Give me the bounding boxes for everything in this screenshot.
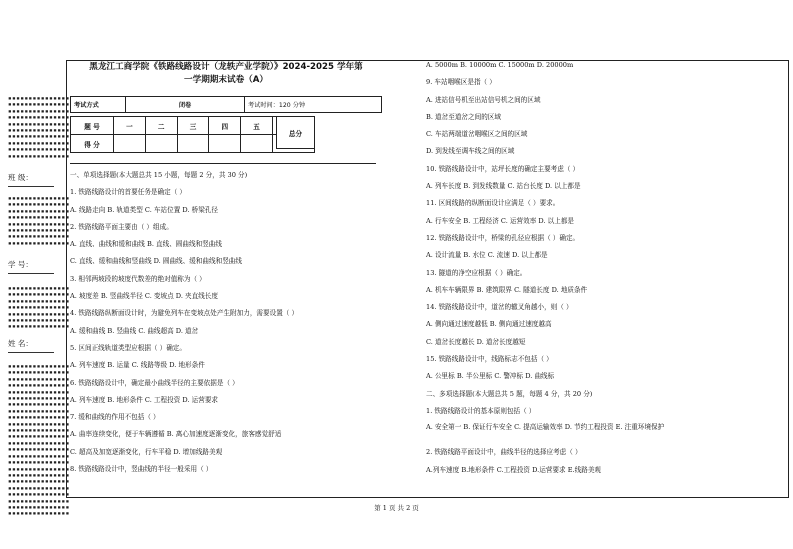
question-line: 1. 铁路线路设计的基本原则包括（ ） — [426, 406, 536, 415]
question-line: A. 缓和曲线 B. 竖曲线 C. 曲线超高 D. 道岔 — [70, 326, 199, 335]
binding-dots-1: ▪▪▪▪▪▪▪▪▪▪▪▪▪▪▪ ▪▪▪▪▪▪▪▪▪▪▪▪▪▪▪ ▪▪▪▪▪▪▪▪▪▪▪▪▪▪▪ ▪▪▪▪▪▪▪▪▪▪▪▪▪▪▪ ▪▪▪▪▪▪▪▪▪▪▪▪▪▪▪ ▪▪▪▪▪▪▪▪▪▪▪▪▪▪▪ ▪▪▪▪▪▪▪▪▪▪▪▪▪▪▪ ▪▪▪▪▪▪▪▪▪▪▪▪▪▪▪ ▪▪▪▪▪▪▪▪▪▪▪▪▪▪▪ ▪▪▪▪▪▪▪▪▪▪▪▪▪▪▪ — [8, 95, 70, 160]
question-line: C. 道岔长度越长 D. 道岔长度越短 — [426, 337, 526, 346]
question-line: A.列车速度 B.地形条件 C.工程投资 D.运营要求 E.线路美观 — [426, 465, 602, 474]
question-line: A. 行车安全 B. 工程经济 C. 运营效率 D. 以上都是 — [426, 216, 575, 225]
exam-mode-label: 考试方式 — [71, 97, 126, 113]
class-label: 班 级： — [8, 173, 33, 182]
question-line: 13. 隧道的净空应根据（ ）确定。 — [426, 268, 527, 277]
question-line: D. 到发线至调车线之间的区域 — [426, 147, 515, 156]
exam-mode-value: 闭卷 — [126, 97, 245, 113]
question-line: 一、单项选择题(本大题总共 15 小题，每题 2 分，共 30 分) — [70, 171, 248, 179]
question-line: A. 线路走向 B. 轨道类型 C. 车站位置 D. 桥梁孔径 — [70, 205, 219, 214]
item-5: 五 — [241, 117, 273, 135]
question-line: 5. 区间正线轨道类型应根据（ ）确定。 — [70, 343, 186, 352]
question-line: A. 侧向通过速度越低 B. 侧向通过速度越高 — [426, 320, 552, 329]
left-question-column — [70, 167, 378, 478]
section-divider — [70, 163, 376, 164]
question-line: A. 列车速度 B. 地形条件 C. 工程投资 D. 运营要求 — [70, 395, 219, 404]
score-cell-2[interactable] — [145, 135, 177, 153]
question-line: A. 机车车辆限界 B. 建筑限界 C. 隧道长度 D. 地质条件 — [426, 285, 588, 294]
question-line: 12. 铁路线路设计中，桥梁的孔径应根据（ ）确定。 — [426, 233, 580, 242]
exam-info-table — [70, 96, 382, 113]
question-line: A. 进站信号机至出站信号机之间的区域 — [426, 95, 541, 104]
question-line: A. 公里标 B. 半公里标 C. 警冲标 D. 曲线标 — [426, 372, 555, 381]
question-line: C. 车站两端道岔咽喉区之间的区域 — [426, 130, 528, 139]
question-line: A. 5000m B. 10000m C. 15000m D. 20000m — [426, 61, 574, 69]
question-line: A. 列车长度 B. 到发线数量 C. 站台长度 D. 以上都是 — [426, 182, 581, 191]
page-number: 第 1 页 共 2 页 — [374, 504, 419, 512]
item-label: 题 号 — [71, 117, 114, 135]
score-cell-1[interactable] — [114, 135, 146, 153]
question-line: B. 道岔至道岔之间的区域 — [426, 112, 501, 121]
binding-dots-2: ▪▪▪▪▪▪▪▪▪▪▪▪▪▪▪ ▪▪▪▪▪▪▪▪▪▪▪▪▪▪▪ ▪▪▪▪▪▪▪▪▪▪▪▪▪▪▪ ▪▪▪▪▪▪▪▪▪▪▪▪▪▪▪ ▪▪▪▪▪▪▪▪▪▪▪▪▪▪▪ ▪▪▪▪▪▪▪▪▪▪▪▪▪▪▪ ▪▪▪▪▪▪▪▪▪▪▪▪▪▪▪ ▪▪▪▪▪▪▪▪▪▪▪▪▪▪▪ — [8, 195, 70, 247]
question-line: A. 安全第一 B. 保证行车安全 C. 提高运输效率 D. 节约工程投资 E. 注重环境保护 — [426, 423, 665, 432]
item-2: 二 — [145, 117, 177, 135]
exam-title-line1: 黑龙江工商学院《铁路线路设计（龙轶产业学院）》2024-2025 学年第 — [89, 62, 363, 72]
exam-time: 考试时间：120 分钟 — [245, 97, 382, 113]
question-line: 1. 铁路线路设计的首要任务是确定（ ） — [70, 188, 186, 197]
question-line: 6. 铁路线路设计中，确定最小曲线半径的主要依据是（ ） — [70, 378, 239, 387]
score-cell-3[interactable] — [177, 135, 209, 153]
id-label: 学 号： — [8, 260, 33, 269]
item-1: 一 — [114, 117, 146, 135]
question-line: 二、多项选择题(本大题总共 5 题，每题 4 分，共 20 分) — [426, 389, 593, 398]
score-cell-4[interactable] — [209, 135, 241, 153]
right-question-column — [426, 57, 738, 479]
question-line: A. 设计流量 B. 水位 C. 流速 D. 以上都是 — [426, 251, 548, 260]
class-line — [8, 186, 54, 187]
question-line: 10. 铁路线路设计中，站坪长度的确定主要考虑（ ） — [426, 164, 580, 173]
question-line: 11. 区间线路的纵断面设计应满足（ ）要求。 — [426, 199, 560, 208]
question-line: A. 列车速度 B. 运量 C. 线路等级 D. 地形条件 — [70, 361, 205, 370]
question-line: A. 曲率连续变化，便于车辆遵循 B. 离心加速度逐渐变化，旅客感觉舒适 — [70, 430, 282, 439]
item-3: 三 — [177, 117, 209, 135]
question-line: 4. 铁路线路纵断面设计时，为避免列车在变坡点处产生附加力，需要设置（ ） — [70, 309, 299, 318]
binding-dots-4: ▪▪▪▪▪▪▪▪▪▪▪▪▪▪▪ ▪▪▪▪▪▪▪▪▪▪▪▪▪▪▪ ▪▪▪▪▪▪▪▪▪▪▪▪▪▪▪ ▪▪▪▪▪▪▪▪▪▪▪▪▪▪▪ ▪▪▪▪▪▪▪▪▪▪▪▪▪▪▪ ▪▪▪▪▪▪▪▪▪▪▪▪▪▪▪ ▪▪▪▪▪▪▪▪▪▪▪▪▪▪▪ ▪▪▪▪▪▪▪▪▪▪▪▪▪▪▪ ▪▪▪▪▪▪▪▪▪▪▪▪▪▪▪ ▪▪▪▪▪▪▪▪▪▪▪▪▪▪▪ ▪▪▪▪▪▪▪▪▪▪▪▪▪▪▪ ▪▪▪▪▪▪▪▪▪▪▪▪▪▪▪ ▪▪▪▪▪▪▪▪▪▪▪▪▪▪▪ ▪▪▪▪▪▪▪▪▪▪▪▪▪▪▪ ▪▪▪▪▪▪▪▪▪▪▪▪▪▪▪ ▪▪▪▪▪▪▪▪▪▪▪▪▪▪▪ ▪▪▪▪▪▪▪▪▪▪▪▪▪▪▪ ▪▪▪▪▪▪▪▪▪▪▪▪▪▪▪ ▪▪▪▪▪▪▪▪▪▪▪▪▪▪▪ ▪▪▪▪▪▪▪▪▪▪▪▪▪▪▪ ▪▪▪▪▪▪▪▪▪▪▪▪▪▪▪ ▪▪▪▪▪▪▪▪▪▪▪▪▪▪▪ ▪▪▪▪▪▪▪▪▪▪▪▪▪▪▪ ▪▪▪▪▪▪▪▪▪▪▪▪▪▪▪ — [8, 363, 70, 518]
question-line: A. 直线、曲线和缓和曲线 B. 直线、圆曲线和竖曲线 — [70, 240, 222, 249]
question-line: 15. 铁路线路设计中，线路标志不包括（ ） — [426, 355, 553, 364]
question-line: 7. 缓和曲线的作用不包括（ ） — [70, 413, 160, 422]
question-line: 2. 铁路线路平面主要由（ ）组成。 — [70, 222, 173, 231]
item-4: 四 — [209, 117, 241, 135]
exam-title-line2: 一学期期末试卷（A） — [184, 75, 268, 85]
score-label: 得 分 — [71, 135, 114, 153]
question-line: C. 超高及加宽逐渐变化，行车平稳 D. 增加线路美观 — [70, 447, 223, 456]
question-line: A. 坡度差 B. 竖曲线半径 C. 变坡点 D. 夹直线长度 — [70, 292, 219, 301]
total-label: 总分 — [276, 116, 315, 149]
name-label: 姓 名： — [8, 339, 33, 348]
score-cell-5[interactable] — [241, 135, 273, 153]
name-line — [8, 352, 54, 353]
question-line: 3. 相邻两坡段的坡度代数差的绝对值称为（ ） — [70, 274, 206, 283]
question-line: C. 直线、缓和曲线和竖曲线 D. 圆曲线、缓和曲线和竖曲线 — [70, 257, 242, 266]
question-line: 14. 铁路线路设计中，道岔的辙叉角越小，则（ ） — [426, 303, 573, 312]
binding-dots-3: ▪▪▪▪▪▪▪▪▪▪▪▪▪▪▪ ▪▪▪▪▪▪▪▪▪▪▪▪▪▪▪ ▪▪▪▪▪▪▪▪▪▪▪▪▪▪▪ ▪▪▪▪▪▪▪▪▪▪▪▪▪▪▪ ▪▪▪▪▪▪▪▪▪▪▪▪▪▪▪ ▪▪▪▪▪▪▪▪▪▪▪▪▪▪▪ ▪▪▪▪▪▪▪▪▪▪▪▪▪▪▪ — [8, 285, 70, 331]
id-line — [8, 273, 54, 274]
question-line: 2. 铁路线路平面设计中，曲线半径的选择应考虑（ ） — [426, 448, 582, 457]
question-line: 9. 车站咽喉区是指（ ） — [426, 78, 496, 87]
question-line: 8. 铁路线路设计中，竖曲线的半径一般采用（ ） — [70, 465, 213, 474]
